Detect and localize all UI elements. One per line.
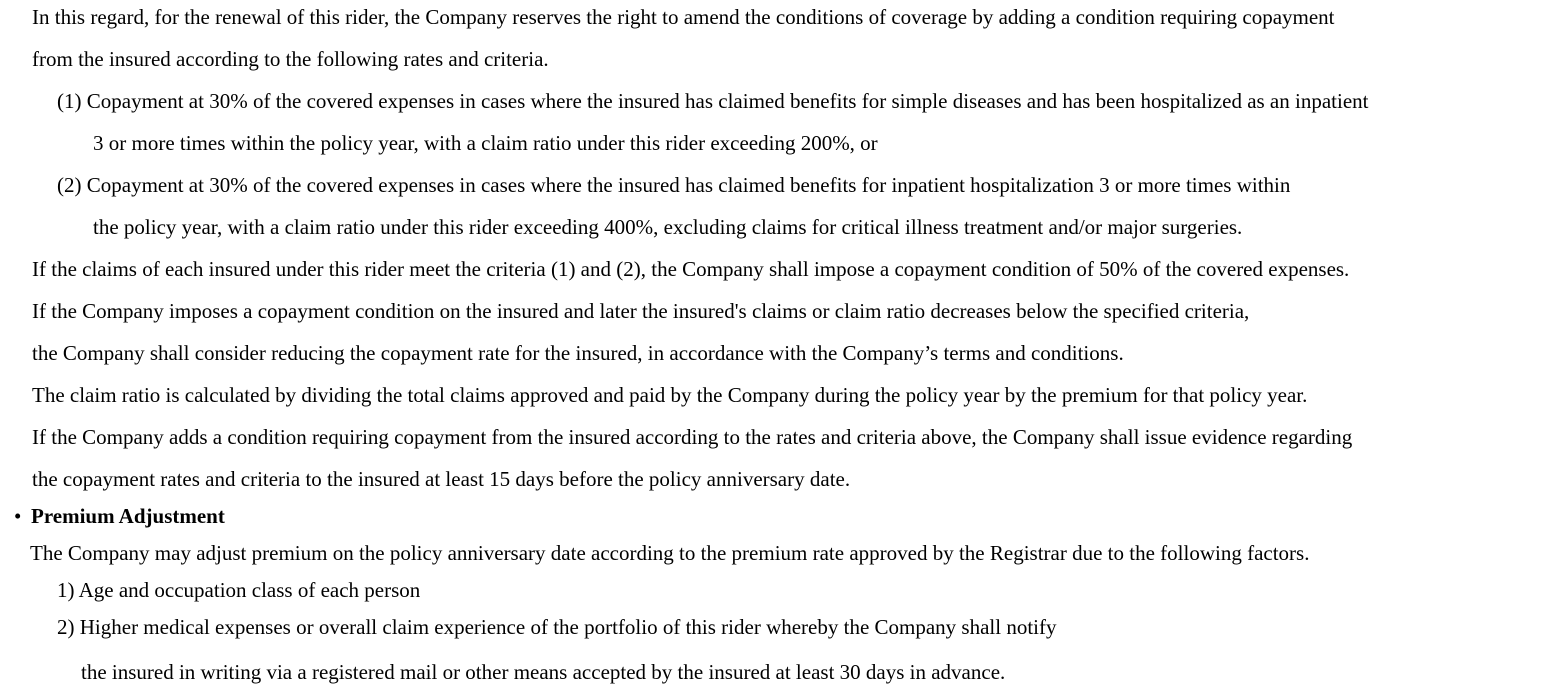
intro-line-2: from the insured according to the following rates and criteria. xyxy=(32,47,549,71)
criterion-1-line-2: 3 or more times within the policy year, with a claim ratio under this rider exceeding 200%, or xyxy=(93,131,878,155)
reduce-copayment-line-1: If the Company imposes a copayment condition on the insured and later the insured's claims or claim ratio decreases below the specified criteria, xyxy=(32,299,1250,323)
factor-1: 1) Age and occupation class of each person xyxy=(57,578,421,602)
factor-2-line-2: the insured in writing via a registered mail or other means accepted by the insured at least 30 days in advance. xyxy=(81,660,1006,684)
criterion-1-line-1: (1) Copayment at 30% of the covered expenses in cases where the insured has claimed benefits for simple diseases and has been hospitalized as an inpatient xyxy=(57,89,1369,113)
factor-2-line-1: 2) Higher medical expenses or overall claim experience of the portfolio of this rider whereby the Company shall notify xyxy=(57,615,1057,639)
intro-line-1: In this regard, for the renewal of this rider, the Company reserves the right to amend the conditions of coverage by adding a condition requiring copayment xyxy=(32,5,1335,29)
claim-ratio-paragraph: The claim ratio is calculated by dividing the total claims approved and paid by the Company during the policy year by the premium for that policy year. xyxy=(32,383,1308,407)
evidence-line-2: the copayment rates and criteria to the insured at least 15 days before the policy anniversary date. xyxy=(32,467,851,491)
evidence-line-1: If the Company adds a condition requiring copayment from the insured according to the rates and criteria above, the Company shall issue evidence regarding xyxy=(32,425,1353,449)
premium-adjustment-heading: Premium Adjustment xyxy=(31,504,225,528)
premium-adjustment-intro: The Company may adjust premium on the policy anniversary date according to the premium rate approved by the Registrar due to the following factors. xyxy=(30,541,1310,565)
criterion-2-line-1: (2) Copayment at 30% of the covered expenses in cases where the insured has claimed benefits for inpatient hospitalization 3 or more times within xyxy=(57,173,1291,197)
both-criteria-paragraph: If the claims of each insured under this rider meet the criteria (1) and (2), the Company shall impose a copayment condition of 50% of the covered expenses. xyxy=(32,257,1350,281)
criterion-2-line-2: the policy year, with a claim ratio under this rider exceeding 400%, excluding claims for critical illness treatment and/or major surgeries. xyxy=(93,215,1243,239)
reduce-copayment-line-2: the Company shall consider reducing the copayment rate for the insured, in accordance with the Company’s terms and conditions. xyxy=(32,341,1124,365)
bullet-icon: • xyxy=(14,504,22,528)
